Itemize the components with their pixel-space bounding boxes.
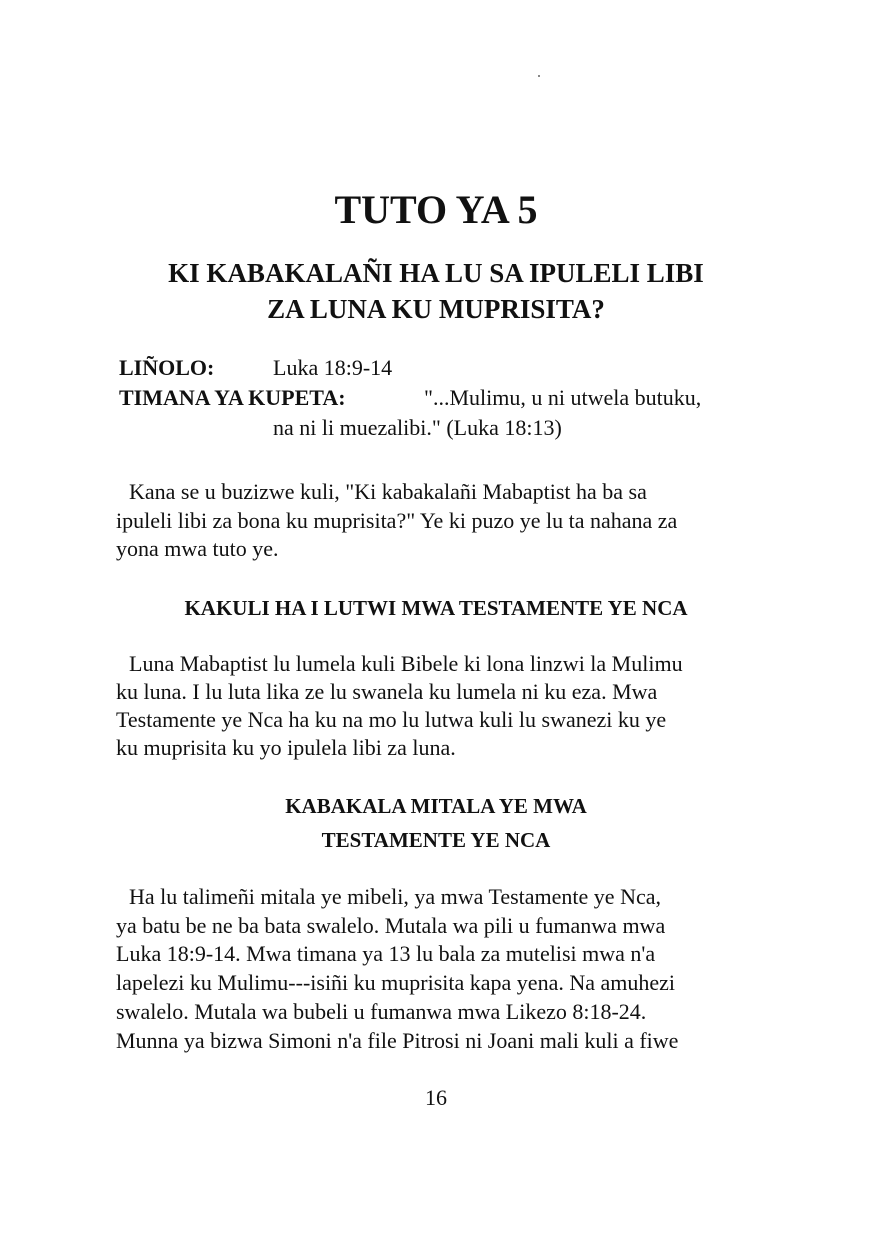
section-heading: KAKULI HA I LUTWI MWA TESTAMENTE YE NCA <box>184 596 688 620</box>
reading-value: Luka 18:9-14 <box>273 355 393 380</box>
text-line: Testamente ye Nca ha ku na mo lu lutwa kuli lu swanezi ku ye <box>116 707 667 732</box>
subtitle-line: ZA LUNA KU MUPRISITA? <box>267 294 605 324</box>
section-heading: KABAKALA MITALA YE MWA <box>285 794 587 818</box>
text-line: lapelezi ku Mulimu---isiñi ku muprisita kapa yena. Na amuhezi <box>116 970 676 995</box>
text-line: swalelo. Mutala wa bubeli u fumanwa mwa Likezo 8:18-24. <box>116 999 647 1024</box>
page-number: 16 <box>425 1085 447 1110</box>
scan-speck <box>538 75 540 77</box>
text-line: Luna Mabaptist lu lumela kuli Bibele ki lona linzwi la Mulimu <box>129 651 683 676</box>
text-line: ku luna. I lu luta lika ze lu swanela ku lumela ni ku eza. Mwa <box>116 679 658 704</box>
memory-verse-label: TIMANA YA KUPETA: <box>119 385 346 410</box>
text-line: ya batu be ne ba bata swalelo. Mutala wa pili u fumanwa mwa <box>116 913 666 938</box>
subtitle-line: KI KABAKALAÑI HA LU SA IPULELI LIBI <box>168 258 704 288</box>
reading-label: LIÑOLO: <box>119 355 215 380</box>
text-line: ipuleli libi za bona ku muprisita?" Ye ki puzo ye lu ta nahana za <box>116 508 678 533</box>
section-heading: TESTAMENTE YE NCA <box>321 828 551 852</box>
page-title: TUTO YA 5 <box>334 187 538 232</box>
memory-verse-line: "...Mulimu, u ni utwela butuku, <box>424 385 702 410</box>
memory-verse-line: na ni li muezalibi." (Luka 18:13) <box>273 415 562 440</box>
text-line: ku muprisita ku yo ipulela libi za luna. <box>116 735 456 760</box>
text-line: Luka 18:9-14. Mwa timana ya 13 lu bala za mutelisi mwa n'a <box>116 941 656 966</box>
text-line: yona mwa tuto ye. <box>116 536 279 561</box>
text-line: Ha lu talimeñi mitala ye mibeli, ya mwa Testamente ye Nca, <box>129 884 661 909</box>
text-line: Kana se u buzizwe kuli, "Ki kabakalañi Mabaptist ha ba sa <box>129 479 647 504</box>
text-line: Munna ya bizwa Simoni n'a file Pitrosi ni Joani mali kuli a fiwe <box>116 1028 679 1053</box>
